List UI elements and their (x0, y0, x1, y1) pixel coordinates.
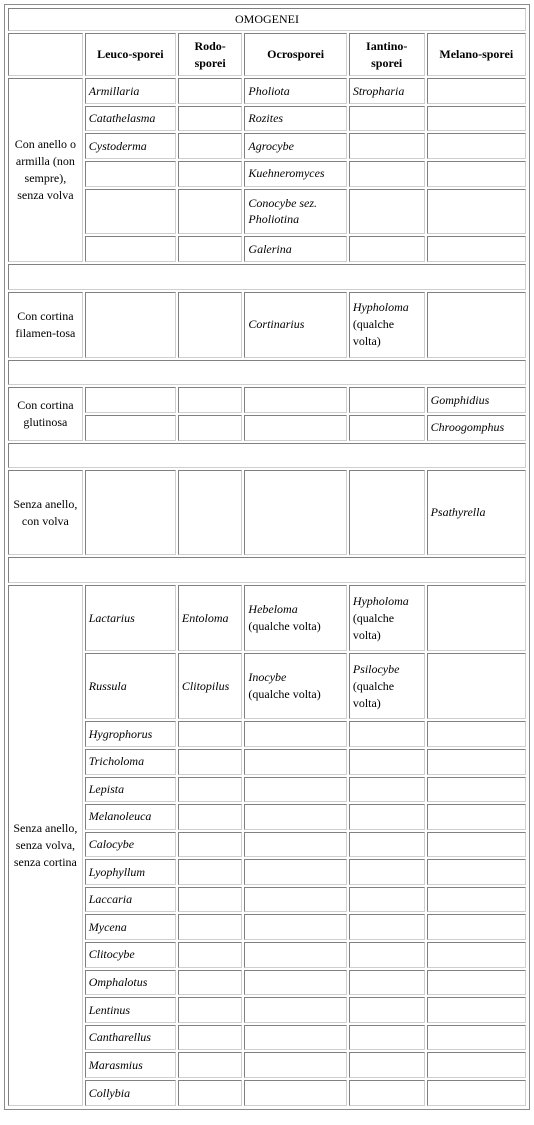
genus-cell: Cystoderma (85, 133, 176, 159)
genus-cell: Kuehneromyces (244, 161, 346, 187)
genus-cell (427, 832, 526, 858)
genus-cell (178, 78, 243, 104)
table-row (8, 653, 526, 719)
genera-table-frame (4, 4, 530, 1110)
genus-cell: Pholiota (244, 78, 346, 104)
spacer-cell (8, 360, 526, 386)
genus-cell (85, 292, 176, 358)
genus-cell (349, 161, 425, 187)
table-title: OMOGENEI (8, 8, 526, 31)
genus-cell (85, 387, 176, 413)
genus-cell: Stropharia (349, 78, 425, 104)
genus-cell (349, 292, 425, 358)
genus-cell: Catathelasma (85, 106, 176, 132)
genus-cell: Mycena (85, 914, 176, 940)
table-row (8, 942, 526, 968)
genus-cell (349, 415, 425, 441)
genus-cell (427, 997, 526, 1023)
table-row (8, 777, 526, 803)
genus-cell (244, 1080, 346, 1106)
genus-cell (85, 470, 176, 555)
genus-cell (349, 470, 425, 555)
table-row (8, 749, 526, 775)
genus-cell (427, 189, 526, 235)
genus-cell (349, 970, 425, 996)
genus-note: (qualche volta) (352, 317, 395, 349)
genus-cell (244, 970, 346, 996)
table-row (8, 1080, 526, 1106)
header-rodosporei: Rodo-sporei (178, 33, 243, 76)
genus-cell (178, 997, 243, 1023)
genus-note: (qualche volta) (352, 610, 395, 642)
table-row (8, 721, 526, 747)
genus-cell (349, 749, 425, 775)
genus-cell (349, 1052, 425, 1078)
genus-cell (178, 832, 243, 858)
genus-cell (349, 887, 425, 913)
group-label-cortina-glutinosa: Con cortina glutinosa (8, 387, 83, 440)
genus-cell (244, 942, 346, 968)
genus-cell (427, 133, 526, 159)
genus-cell (349, 189, 425, 235)
genus-cell (349, 133, 425, 159)
genus-cell (244, 749, 346, 775)
genus-cell (427, 749, 526, 775)
table-row (8, 470, 526, 555)
genus-cell: Chroogomphus (427, 415, 526, 441)
genus-cell (178, 133, 243, 159)
table-row (8, 161, 526, 187)
genus-cell (427, 1080, 526, 1106)
genus-cell: Lyophyllum (85, 859, 176, 885)
genus-cell (427, 653, 526, 719)
genus-cell (244, 832, 346, 858)
genus-cell: Rozites (244, 106, 346, 132)
genus-note: (qualche volta) (248, 619, 321, 634)
group-label-volva: Senza anello, con volva (8, 470, 83, 555)
genus-cell (178, 1052, 243, 1078)
spacer-row (8, 264, 526, 290)
genus-cell (244, 415, 346, 441)
genus-cell (427, 721, 526, 747)
title-row (8, 8, 526, 31)
table-row (8, 859, 526, 885)
table-row (8, 804, 526, 830)
group-label-anello: Con anello o armilla (non sempre), senza volva (8, 78, 83, 262)
genus-cell (427, 585, 526, 651)
genus-cell (349, 106, 425, 132)
group-label-cortina-filamentosa: Con cortina filamen-tosa (8, 292, 83, 358)
table-row (8, 887, 526, 913)
genus-cell (178, 470, 243, 555)
genus-cell: Galerina (244, 236, 346, 262)
genus-cell (178, 415, 243, 441)
header-leucosporei: Leuco-sporei (85, 33, 176, 76)
spacer-row (8, 443, 526, 469)
genus-cell (427, 236, 526, 262)
genus-cell (178, 942, 243, 968)
genus-cell (349, 859, 425, 885)
genus-cell (244, 721, 346, 747)
genus-cell (244, 804, 346, 830)
genus-cell: Melanoleuca (85, 804, 176, 830)
table-row (8, 970, 526, 996)
genus-cell (427, 887, 526, 913)
genus-cell (244, 777, 346, 803)
genus-name: Hypholoma (352, 300, 409, 315)
genus-cell (244, 1052, 346, 1078)
genus-cell (427, 161, 526, 187)
genus-cell: Entoloma (178, 585, 243, 651)
genus-cell (85, 161, 176, 187)
spacer-row (8, 360, 526, 386)
genus-cell (349, 1080, 425, 1106)
header-iantinosporei: Iantino-sporei (349, 33, 425, 76)
genus-cell: Marasmius (85, 1052, 176, 1078)
genus-cell (427, 106, 526, 132)
genus-cell: Conocybe sez. Pholiotina (244, 189, 346, 235)
genus-cell (427, 777, 526, 803)
genus-cell: Laccaria (85, 887, 176, 913)
genus-name: Psilocybe (352, 662, 400, 677)
genus-cell: Lactarius (85, 585, 176, 651)
genus-cell (349, 914, 425, 940)
genus-cell (349, 942, 425, 968)
genus-cell (178, 292, 243, 358)
genus-cell (178, 189, 243, 235)
genus-cell (349, 653, 425, 719)
genus-cell: Cortinarius (244, 292, 346, 358)
header-empty-cell (8, 33, 83, 76)
header-melanosporei: Melano-sporei (427, 33, 526, 76)
genus-cell (85, 189, 176, 235)
genus-cell (85, 415, 176, 441)
table-row (8, 189, 526, 235)
genus-cell: Agrocybe (244, 133, 346, 159)
genus-cell (178, 387, 243, 413)
spacer-cell (8, 557, 526, 583)
genus-cell: Russula (85, 653, 176, 719)
genus-cell (244, 653, 346, 719)
genus-cell: Armillaria (85, 78, 176, 104)
genus-cell: Psathyrella (427, 470, 526, 555)
genus-cell (244, 997, 346, 1023)
genus-cell: Omphalotus (85, 970, 176, 996)
genus-cell (349, 777, 425, 803)
genus-cell (85, 236, 176, 262)
genus-note: (qualche volta) (352, 678, 395, 710)
genus-name: Hypholoma (352, 593, 409, 608)
genus-cell: Lentinus (85, 997, 176, 1023)
genus-cell: Clitopilus (178, 653, 243, 719)
table-row (8, 133, 526, 159)
genus-note: (qualche volta) (248, 687, 321, 702)
genus-name: Inocybe (248, 670, 287, 685)
table-row (8, 106, 526, 132)
genus-cell (427, 1025, 526, 1051)
genus-cell (427, 859, 526, 885)
genus-cell (427, 942, 526, 968)
genus-cell (178, 1080, 243, 1106)
genus-cell (427, 970, 526, 996)
genus-cell (427, 914, 526, 940)
table-row (8, 1025, 526, 1051)
genus-cell (178, 721, 243, 747)
table-row (8, 585, 526, 651)
table-row (8, 832, 526, 858)
genus-cell (178, 236, 243, 262)
genus-cell (349, 997, 425, 1023)
table-row (8, 236, 526, 262)
genus-cell (178, 777, 243, 803)
genus-cell (244, 387, 346, 413)
table-row (8, 387, 526, 413)
spacer-cell (8, 264, 526, 290)
table-row (8, 914, 526, 940)
header-row (8, 33, 526, 76)
genus-cell (178, 106, 243, 132)
genus-cell: Tricholoma (85, 749, 176, 775)
genus-cell (178, 161, 243, 187)
spacer-row (8, 557, 526, 583)
genus-cell: Hygrophorus (85, 721, 176, 747)
genus-cell (178, 1025, 243, 1051)
genus-cell (244, 914, 346, 940)
genus-cell (349, 721, 425, 747)
genus-cell: Cantharellus (85, 1025, 176, 1051)
genus-cell (427, 1052, 526, 1078)
genus-cell (349, 236, 425, 262)
genus-cell (349, 832, 425, 858)
genus-cell (349, 1025, 425, 1051)
genus-cell (244, 1025, 346, 1051)
table-row (8, 292, 526, 358)
genus-cell (178, 970, 243, 996)
genus-cell (244, 887, 346, 913)
genus-cell (244, 585, 346, 651)
genus-cell: Calocybe (85, 832, 176, 858)
genera-table (6, 6, 528, 1108)
spacer-cell (8, 443, 526, 469)
group-label-senza: Senza anello, senza volva, senza cortina (8, 585, 83, 1106)
genus-cell: Clitocybe (85, 942, 176, 968)
genus-cell: Lepista (85, 777, 176, 803)
genus-cell (349, 585, 425, 651)
genus-cell: Collybia (85, 1080, 176, 1106)
genus-cell (427, 292, 526, 358)
genus-cell (244, 470, 346, 555)
genus-cell (178, 887, 243, 913)
table-row (8, 997, 526, 1023)
genus-cell (244, 859, 346, 885)
table-row (8, 1052, 526, 1078)
table-row (8, 415, 526, 441)
table-row (8, 78, 526, 104)
genus-cell: Gomphidius (427, 387, 526, 413)
genus-cell (178, 804, 243, 830)
genus-cell (178, 749, 243, 775)
genus-cell (349, 804, 425, 830)
genus-cell (349, 387, 425, 413)
genus-cell (178, 914, 243, 940)
genus-cell (427, 804, 526, 830)
genus-name: Hebeloma (248, 602, 298, 617)
header-ocrosporei: Ocrosporei (244, 33, 346, 76)
genus-cell (427, 78, 526, 104)
genus-cell (178, 859, 243, 885)
